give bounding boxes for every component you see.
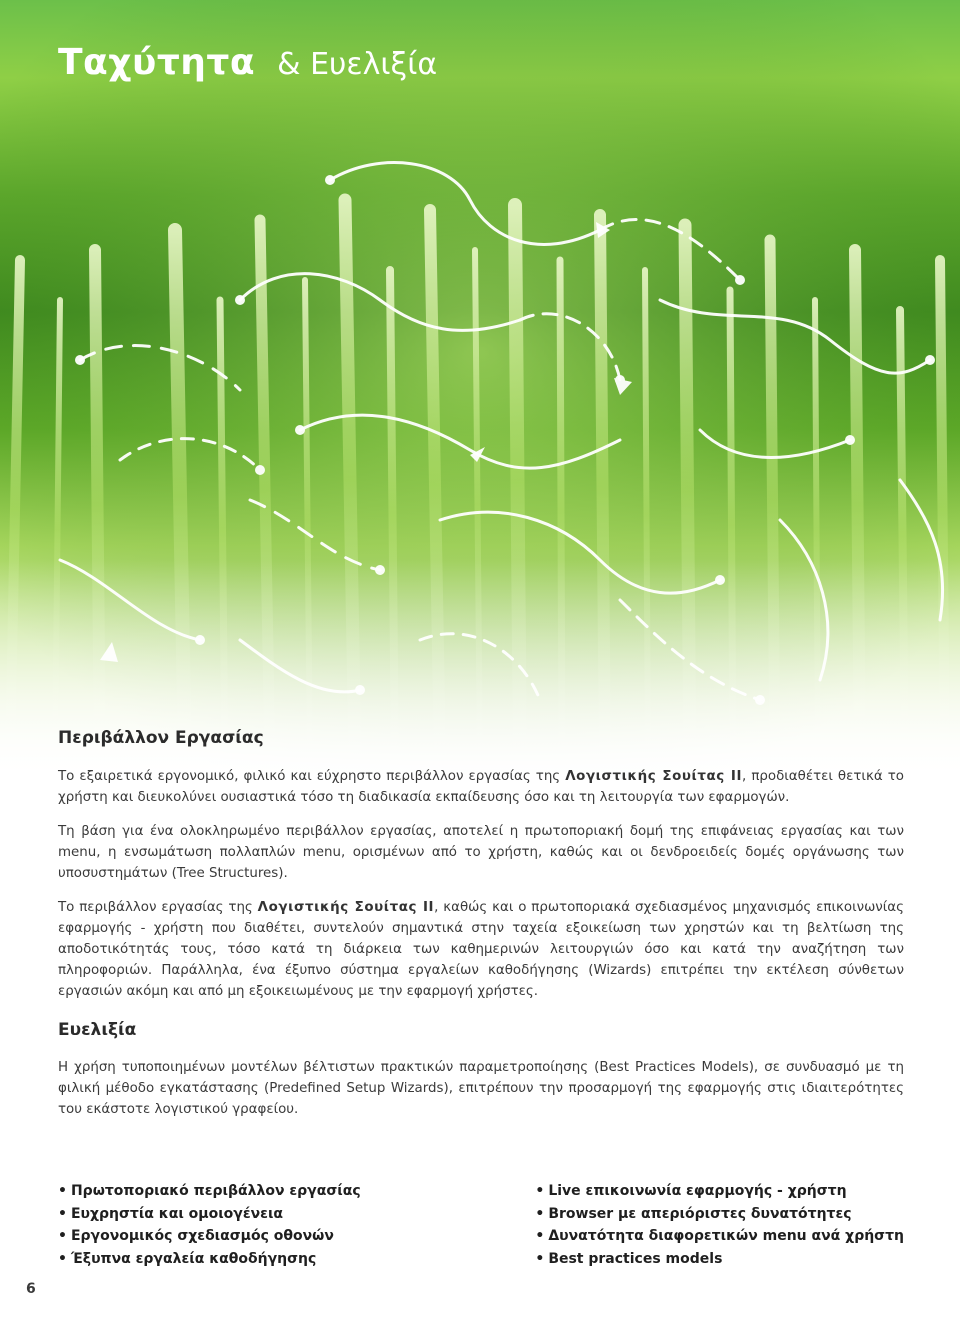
list-item: • Έξυπνα εργαλεία καθοδήγησης [58,1250,317,1267]
list-item: • Best practices models [535,1250,723,1267]
content-area [58,728,904,1120]
p1-brand: Λογιστικής Σουίτας ΙΙ [565,769,743,784]
list-item: • Live επικοινωνία εφαρμογής - χρήστη [535,1183,847,1199]
list-item: • Ευχρηστία και ομοιογένεια [58,1205,284,1222]
list-item: • Πρωτοποριακό περιβάλλον εργασίας [58,1183,361,1199]
bullet-list-left [58,1180,535,1270]
title-rest: & Ευελιξία [277,47,438,82]
page-number: 6 [26,1281,36,1297]
p1-text-pre: Το εξαιρετικά εργονομικό, φιλικό και εύχρηστο περιβάλλον εργασίας της [58,769,566,784]
title-main: Ταχύτητα [58,42,256,83]
bullet-list-right [535,1180,904,1270]
paragraph-3 [58,897,904,1002]
paragraph-4: Η χρήση τυποποιημένων μοντέλων βέλτιστων πρακτικών παραμετροποίησης (Best Practices Models), σε συνδυασμό με τη φιλική μέθοδο εγκατάστασης (Predefined Setup Wizards), επιτρέπουν την προσαρμογή της εφαρμογής στις ιδιαιτερότητες του εκάστοτε λογιστικού γραφείου. [58,1060,904,1117]
paragraph-1 [58,766,904,808]
feature-bullets [58,1180,904,1270]
list-item: • Browser με απεριόριστες δυνατότητες [535,1205,852,1222]
p1-text-post: , προδιαθέτει θετικά το χρήστη και διευκολύνει ουσιαστικά τόσο τη διαδικασία εκπαίδευσης όσο και τη λειτουργία των εφαρμογών. [58,769,904,805]
p3-brand: Λογιστικής Σουίτας ΙΙ [257,900,435,915]
paragraph-2: Τη βάση για ένα ολοκληρωμένο περιβάλλον εργασίας, αποτελεί η πρωτοποριακή δομή της επιφάνειας εργασίας και των menu, η ενσωμάτωση πολλαπλών menu, ορισμένων από το χρήστη, καθώς και οι δενδροειδείς δομές οργάνωσης των υποσυστημάτων (Tree Structures). [58,824,904,881]
section-heading-flexibility: Ευελιξία [58,1020,137,1040]
list-item: • Εργονομικός σχεδιασμός οθονών [58,1228,334,1244]
p3-text-post: , καθώς και ο πρωτοποριακά σχεδιασμένος μηχανισμός επικοινωνίας εφαρμογής - χρήστη που διαθέτει, συντελούν σημαντικά στην ταχεία εξοικείωση των χρηστών και τη βελτίωση της αποδοτικότητάς τους, τόσο κατά τη διάρκεια των καθημερινών λειτουργιών όσο και κατά την αναζήτηση των πληροφοριών. Παράλληλα, ένα έξυπνο σύστημα εργαλείων καθοδήγησης (Wizards) επιτρέπει την εκτέλεση σύνθετων εργασιών ακόμη και από μη εξοικειωμένους με την εφαρμογή χρήστες. [58,900,904,999]
section-heading-work-environment: Περιβάλλον Εργασίας [58,728,264,748]
list-item: • Δυνατότητα διαφορετικών menu ανά χρήστη [535,1228,904,1244]
p3-text-pre: Το περιβάλλον εργασίας της [58,900,258,915]
page-title [58,42,437,83]
